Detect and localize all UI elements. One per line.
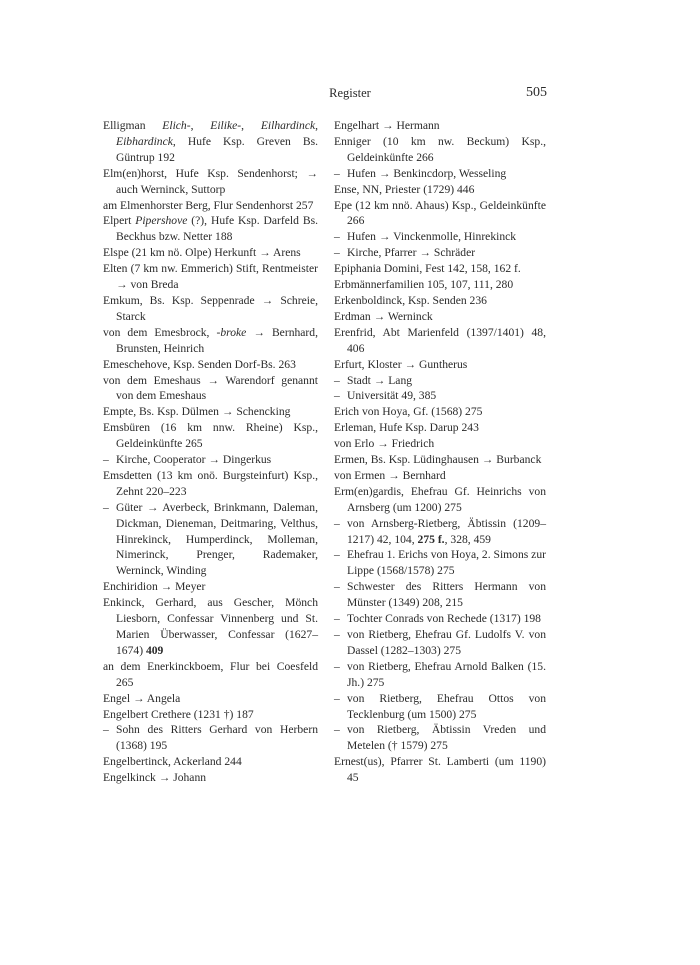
index-subentry: – Sohn des Ritters Gerhard von Herbern (1368) 195 [103, 723, 318, 753]
index-entry: Elpert Pipershove (?), Hufe Ksp. Darfeld Bs. Beckhus bzw. Netter 188 [103, 214, 318, 244]
index-entry: Elm(en)horst, Hufe Ksp. Sendenhorst; → auch Werninck, Suttorp [103, 166, 318, 196]
index-subentry: – Stadt → Lang [334, 373, 413, 387]
index-entry: von dem Emeshaus → Warendorf genannt von dem Emeshaus [103, 373, 318, 403]
index-entry: Epiphania Domini, Fest 142, 158, 162 f. [334, 262, 521, 276]
index-entry: Enkinck, Gerhard, aus Gescher, Mönch Liesborn, Confessar Vinnenberg und St. Marien Überwasser, Confessar (1627–1674) 409 [103, 596, 318, 657]
index-subentry: – Tochter Conrads von Rechede (1317) 198 [334, 612, 541, 626]
index-entry: Ense, NN, Priester (1729) 446 [334, 182, 475, 196]
index-subentry: – Universität 49, 385 [334, 389, 437, 403]
index-entry: Ernest(us), Pfarrer St. Lamberti (um 1190) 45 [334, 755, 546, 785]
index-subentry: – Hufen → Vinckenmolle, Hinrekinck [334, 230, 517, 244]
index-entry: Epe (12 km nnö. Ahaus) Ksp., Geldeinkünfte 266 [334, 198, 546, 228]
index-entry: an dem Enerkinckboem, Flur bei Coesfeld 265 [103, 659, 318, 689]
index-entry: Erich von Hoya, Gf. (1568) 275 [334, 405, 483, 419]
index-column-left [103, 118, 318, 786]
running-title: Register [329, 86, 371, 100]
index-entry: Elten (7 km nw. Emmerich) Stift, Rentmeister → von Breda [103, 262, 318, 292]
index-column-right [334, 118, 546, 786]
index-entry: am Elmenhorster Berg, Flur Sendenhorst 257 [103, 198, 314, 212]
index-entry: Engelhart → Hermann [334, 119, 440, 132]
index-entry: Erleman, Hufe Ksp. Darup 243 [334, 421, 479, 435]
index-entry: Emkum, Bs. Ksp. Seppenrade → Schreie, Starck [103, 293, 318, 323]
index-subentry: – Kirche, Pfarrer → Schräder [334, 246, 476, 260]
index-entry: Erkenboldinck, Ksp. Senden 236 [334, 293, 487, 307]
index-entry: Emsdetten (13 km onö. Burgsteinfurt) Ksp., Zehnt 220–223 [103, 468, 318, 498]
index-entry: Enniger (10 km nw. Beckum) Ksp., Geldeinkünfte 266 [334, 134, 546, 164]
index-entry: Erm(en)gardis, Ehefrau Gf. Heinrichs von Arnsberg (um 1200) 275 [334, 484, 546, 514]
index-entry: Erfurt, Kloster → Guntherus [334, 357, 468, 371]
index-entry: Emeschehove, Ksp. Senden Dorf-Bs. 263 [103, 357, 296, 371]
index-entry: von Ermen → Bernhard [334, 468, 446, 482]
index-entry: Elspe (21 km nö. Olpe) Herkunft → Arens [103, 246, 301, 260]
index-entry: Engelbertinck, Ackerland 244 [103, 755, 242, 769]
index-subentry: – Schwester des Ritters Hermann von Münster (1349) 208, 215 [334, 580, 546, 610]
index-entry: Engel → Angela [103, 691, 181, 705]
index-subentry: – Ehefrau 1. Erichs von Hoya, 2. Simons zur Lippe (1568/1578) 275 [334, 548, 546, 578]
index-entry: von dem Emesbrock, -broke → Bernhard, Brunsten, Heinrich [103, 325, 318, 355]
index-entry: Ermen, Bs. Ksp. Lüdinghausen → Burbanck [334, 453, 542, 467]
index-entry: Engelbert Crethere (1231 †) 187 [103, 707, 254, 721]
index-entry: Elligman Elich-, Eilike-, Eilhardinck, Eibhardinck, Hufe Ksp. Greven Bs. Güntrup 192 [103, 119, 319, 164]
index-subentry: – Güter → Averbeck, Brinkmann, Daleman, Dickman, Dieneman, Deitmaring, Velthus, Hinrekinck, Humperdinck, Molleman, Nimerinck, Prenger, Rademaker, Werninck, Winding [103, 500, 318, 578]
index-subentry: – Hufen → Benkincdorp, Wesseling [334, 166, 507, 180]
page-number: 505 [526, 85, 547, 100]
index-entry: Erdman → Werninck [334, 309, 433, 323]
index-subentry: – von Arnsberg-Rietberg, Äbtissin (1209–1217) 42, 104, 275 f., 328, 459 [334, 516, 546, 546]
index-subentry: – von Rietberg, Ehefrau Gf. Ludolfs V. von Dassel (1282–1303) 275 [334, 628, 546, 657]
index-entry: Erenfrid, Abt Marienfeld (1397/1401) 48, 406 [334, 325, 546, 355]
index-subentry: – von Rietberg, Ehefrau Ottos von Tecklenburg (um 1500) 275 [334, 691, 546, 721]
index-subentry: – von Rietberg, Äbtissin Vreden und Metelen († 1579) 275 [334, 723, 546, 753]
index-entry: Engelkinck → Johann [103, 771, 207, 785]
index-subentry: – von Rietberg, Ehefrau Arnold Balken (15. Jh.) 275 [334, 659, 546, 689]
running-header [0, 84, 700, 104]
index-entry: von Erlo → Friedrich [334, 437, 435, 451]
index-entry: Emsbüren (16 km nnw. Rheine) Ksp., Geldeinkünfte 265 [103, 421, 318, 451]
index-entry: Erbmännerfamilien 105, 107, 111, 280 [334, 278, 514, 292]
index-entry: Enchiridion → Meyer [103, 580, 206, 594]
index-subentry: – Kirche, Cooperator → Dingerkus [103, 453, 272, 467]
index-entry: Empte, Bs. Ksp. Dülmen → Schencking [103, 405, 291, 419]
